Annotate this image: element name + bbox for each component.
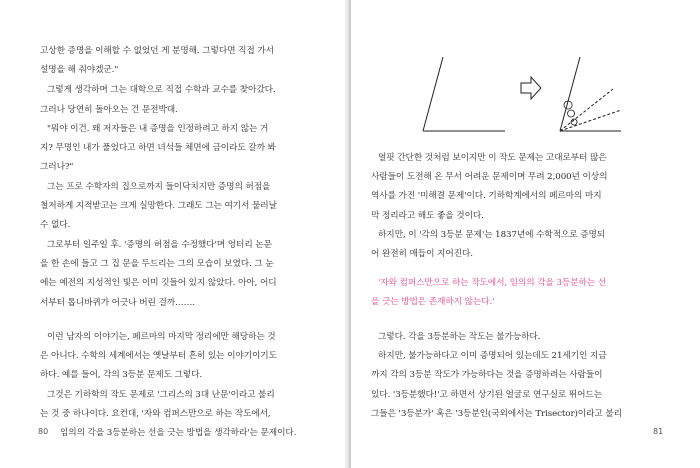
- left-line-18: 그것은 기하학의 작도 문제로 '그리스의 3대 난문'이라고 불리: [47, 390, 275, 400]
- left-line-19: 는 것 중 하나이다. 요컨대, '자와 컴퍼스만으로 하는 작도에서,: [40, 409, 271, 419]
- right-page-number: 81: [653, 427, 664, 436]
- right-line-7: 그렇다. 각을 3등분하는 작도는 불가능하다.: [378, 332, 541, 342]
- left-line-2: 설명을 해 줘야겠군.": [40, 65, 119, 75]
- right-line-5: 하지만, 이 '각의 3등분 문제'는 1837년에 수학적으로 증명되: [378, 230, 606, 240]
- left-line-17: 하다. 예를 들어, 각의 3등분 문제도 그렇다.: [40, 370, 203, 380]
- left-page: [0, 0, 349, 468]
- left-line-5: "뭐야 이건. 왜 저자들은 내 증명을 인정하려고 하지 않는 거: [47, 124, 269, 134]
- left-line-6: 지? 무명인 내가 풀었다고 하면 녀석들 체면에 금이라도 갈까 봐: [40, 143, 276, 153]
- quote-line-1: '자와 컴퍼스만으로 하는 작도에서, 임의의 각을 3등분하는 선: [378, 278, 607, 288]
- left-line-3: 그렇게 생각하며 그는 대학으로 직접 수학과 교수를 찾아갔다.: [47, 85, 276, 95]
- angle-figure-trisected: [560, 57, 621, 131]
- left-line-7: 그러나?": [40, 162, 74, 172]
- right-line-10: 있다. '3등분했다!'고 하면서 상기된 얼굴로 연구실로 뛰어드는: [371, 390, 603, 400]
- left-line-10: 수 없다.: [40, 220, 71, 230]
- angle-figure-left: [423, 57, 505, 131]
- right-line-6: 어 완전히 매듭이 지어진다.: [371, 249, 473, 259]
- hollow-right-arrow-icon: [521, 77, 541, 99]
- right-line-4: 막 정리라고 해도 좋을 것이다.: [371, 211, 484, 221]
- left-line-14: 서부터 톱니바퀴가 어긋나 버린 걸까…….: [40, 298, 195, 308]
- right-line-9: 까지 각의 3등분 작도가 가능하다는 것을 증명하려는 사람들이: [371, 370, 603, 380]
- left-page-number: 80: [38, 427, 49, 436]
- left-line-20: 임의의 각을 3등분하는 선을 긋는 방법을 생각하라'는 문제이다.: [60, 428, 297, 438]
- right-line-1: 얼핏 간단한 것처럼 보이지만 이 작도 문제는 고대로부터 많은: [378, 153, 607, 163]
- right-line-11: 그들은 '3등분가' 혹은 '3등분인(국외에서는 Trisector)이라고 불리: [371, 409, 622, 419]
- right-line-8: 하지만, 불가능하다고 이미 증명되어 있는데도 21세기인 지금: [378, 351, 607, 361]
- right-line-3: 역사를 가진 '미해결 문제'이다. 기하학계에서의 페르마의 마지: [371, 191, 602, 201]
- left-line-15: 이런 남자의 이야기는, 페르마의 마지막 정리에만 해당하는 것: [47, 332, 276, 342]
- left-line-12: 을 한 손에 들고 그 집 문을 두드리는 그의 모습이 보였다. 그 눈: [40, 259, 274, 269]
- right-page: [351, 0, 700, 468]
- left-line-4: 그러나 당연히 돌아오는 건 문전박대.: [40, 105, 178, 115]
- left-line-9: 철저하게 지적받고는 크게 실망한다. 그래도 그는 여기서 물러날: [40, 201, 277, 211]
- right-line-2: 사람들이 도전해 온 무서 어려운 문제이며 무려 2,000년 이상의: [371, 172, 608, 182]
- left-line-1: 고상한 증명을 이해할 수 없었던 게 분명해. 그렇다면 직접 가서: [40, 46, 274, 56]
- angle-trisection-figure: [421, 55, 621, 140]
- left-line-11: 그로부터 일주일 후. '증명의 허점을 수정했다'며 엉터리 논문: [47, 240, 272, 250]
- left-line-8: 그는 프로 수학자의 집으로까지 들이닥치지만 증명의 허점을: [47, 182, 271, 192]
- left-line-13: 에는 예전의 지성적인 빛은 이미 깃들어 있지 않았다. 아아, 어디: [40, 278, 277, 288]
- quote-line-2: 을 긋는 방법은 존재하지 않는다.': [371, 297, 495, 307]
- left-line-16: 은 아니다. 수학의 세계에서는 옛날부터 흔히 있는 이야기이기도: [40, 351, 277, 361]
